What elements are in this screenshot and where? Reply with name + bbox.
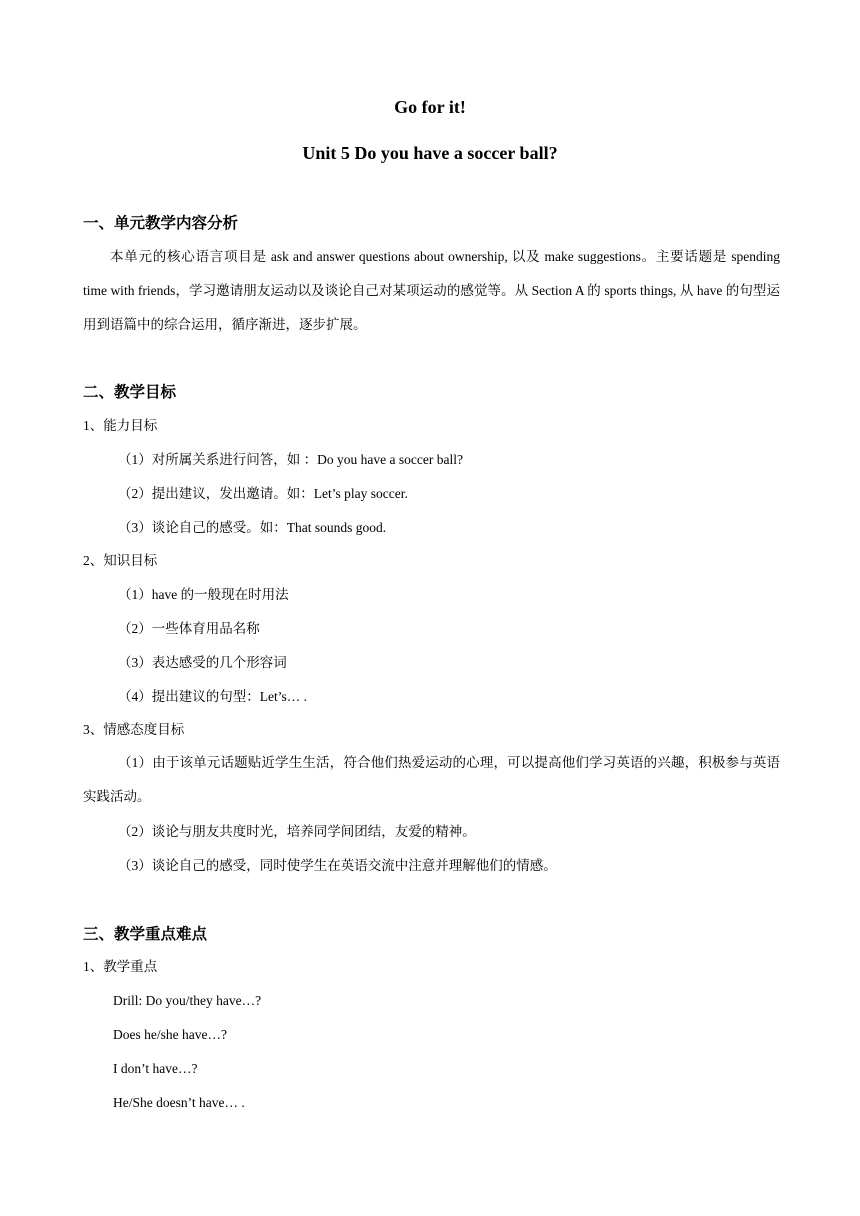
ability-goals-label: 1、能力目标 — [83, 418, 158, 433]
emotion-goal-item: （2）谈论与朋友共度时光，培养同学间团结，友爱的精神。 — [118, 824, 476, 839]
section-heading-content-analysis: 一、单元教学内容分析 — [83, 214, 239, 232]
knowledge-goal-item: （4）提出建议的句型：Let’s… . — [118, 689, 307, 704]
emotion-goals-label: 3、情感态度目标 — [83, 722, 185, 737]
knowledge-goal-item: （1）have 的一般现在时用法 — [118, 587, 289, 602]
teaching-focus-label: 1、教学重点 — [83, 959, 158, 974]
drill-line: Drill: Do you/they have…? — [113, 993, 262, 1008]
emotion-goal-item: （1）由于该单元话题贴近学生生活，符合他们热爱运动的心理，可以提高他们学习英语的兴趣，积极参与英语实践活动。 — [83, 755, 780, 804]
drill-line: I don’t have…? — [113, 1061, 198, 1076]
knowledge-goal-item: （2）一些体育用品名称 — [118, 621, 260, 636]
content-analysis-paragraph: 本单元的核心语言项目是 ask and answer questions about ownership, 以及 make suggestions。主要话题是 spending time with friends，学习邀请朋友运动以及谈论自己对某项运动的感觉等。从 Section A 的 sports things, 从 have 的句型运用到语篇中的综合运用，循序渐进，逐步扩展。 — [83, 249, 780, 332]
section-heading-teaching-goals: 二、教学目标 — [83, 383, 177, 401]
knowledge-goal-item: （3）表达感受的几个形容词 — [118, 655, 287, 670]
section-heading-key-points: 三、教学重点难点 — [83, 925, 208, 943]
ability-goal-item: （1）对所属关系进行问答，如 ：Do you have a soccer ball? — [118, 452, 463, 467]
document-title: Go for it! — [394, 97, 466, 117]
drill-line: He/She doesn’t have… . — [113, 1095, 245, 1110]
drill-line: Does he/she have…? — [113, 1027, 227, 1042]
ability-goal-item: （3）谈论自己的感受。如：That sounds good. — [118, 520, 387, 535]
document-subtitle: Unit 5 Do you have a soccer ball? — [302, 143, 558, 163]
emotion-goal-item: （3）谈论自己的感受，同时使学生在英语交流中注意并理解他们的情感。 — [118, 858, 557, 873]
ability-goal-item: （2）提出建议，发出邀请。如：Let’s play soccer. — [118, 486, 408, 501]
knowledge-goals-label: 2、知识目标 — [83, 553, 158, 568]
